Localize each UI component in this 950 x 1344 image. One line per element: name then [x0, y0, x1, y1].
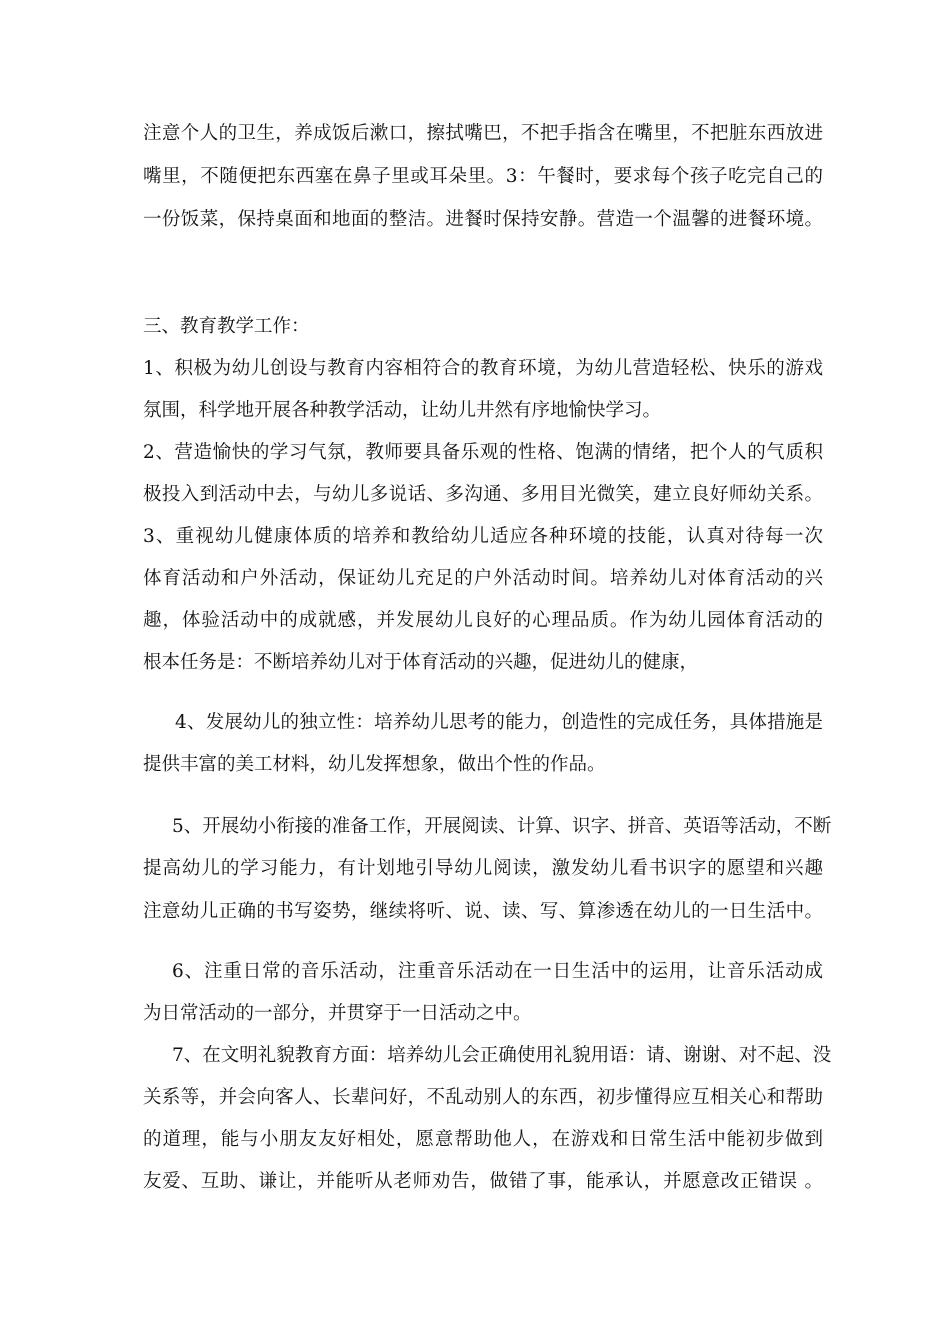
paragraph-line: 5、开展幼小衔接的准备工作，开展阅读、计算、识字、拼音、英语等活动，不断 — [172, 816, 832, 837]
paragraph-line: 极投入到活动中去，与幼儿多说话、多沟通、多用目光微笑，建立良好师幼关系。 — [143, 484, 823, 505]
paragraph-line: 3、重视幼儿健康体质的培养和教给幼儿适应各种环境的技能，认真对待每一次 — [143, 526, 823, 547]
paragraph-line: 4、发展幼儿的独立性：培养幼儿思考的能力，创造性的完成任务，具体措施是 — [175, 712, 823, 733]
paragraph-line: 注意幼儿正确的书写姿势，继续将听、说、读、写、算渗透在幼儿的一日生活中。 — [143, 901, 823, 922]
paragraph-line: 关系等，并会向客人、长辈问好，不乱动别人的东西，初步懂得应互相关心和帮助 — [143, 1087, 823, 1108]
paragraph-line: 1、积极为幼儿创设与教育内容相符合的教育环境，为幼儿营造轻松、快乐的游戏 — [143, 358, 823, 379]
paragraph-line: 6、注重日常的音乐活动，注重音乐活动在一日生活中的运用，让音乐活动成 — [172, 961, 823, 982]
paragraph-line: 提高幼儿的学习能力，有计划地引导幼儿阅读，激发幼儿看书识字的愿望和兴趣 — [143, 858, 823, 879]
paragraph-line: 氛围，科学地开展各种教学活动，让幼儿井然有序地愉快学习。 — [143, 400, 662, 421]
section-heading: 三、教育教学工作： — [143, 316, 310, 337]
paragraph-line: 提供丰富的美工材料，幼儿发挥想象，做出个性的作品。 — [143, 754, 606, 775]
paragraph-line: 为日常活动的一部分，并贯穿于一日活动之中。 — [143, 1003, 532, 1024]
paragraph-line: 友爱、互助、谦让，并能听从老师劝告，做错了事，能承认，并愿意改正错误 。 — [143, 1171, 823, 1192]
paragraph-line: 2、营造愉快的学习气氛，教师要具备乐观的性格、饱满的情绪，把个人的气质积 — [143, 442, 823, 463]
paragraph-line: 体育活动和户外活动，保证幼儿充足的户外活动时间。培养幼儿对体育活动的兴 — [143, 568, 823, 589]
paragraph-line: 一份饭菜，保持桌面和地面的整洁。进餐时保持安静。营造一个温馨的进餐环境。 — [143, 209, 823, 230]
paragraph-line: 7、在文明礼貌教育方面：培养幼儿会正确使用礼貌用语：请、谢谢、对不起、没 — [172, 1045, 832, 1066]
paragraph-line: 注意个人的卫生，养成饭后漱口，擦拭嘴巴，不把手指含在嘴里，不把脏东西放进 — [143, 123, 823, 144]
paragraph-line: 嘴里，不随便把东西塞在鼻子里或耳朵里。3：午餐时，要求每个孩子吃完自己的 — [143, 166, 823, 187]
paragraph-line: 趣，体验活动中的成就感，并发展幼儿良好的心理品质。作为幼儿园体育活动的 — [143, 610, 823, 631]
paragraph-line: 根本任务是：不断培养幼儿对于体育活动的兴趣，促进幼儿的健康， — [143, 652, 699, 673]
paragraph-line: 的道理，能与小朋友友好相处，愿意帮助他人，在游戏和日常生活中能初步做到 — [143, 1129, 823, 1150]
